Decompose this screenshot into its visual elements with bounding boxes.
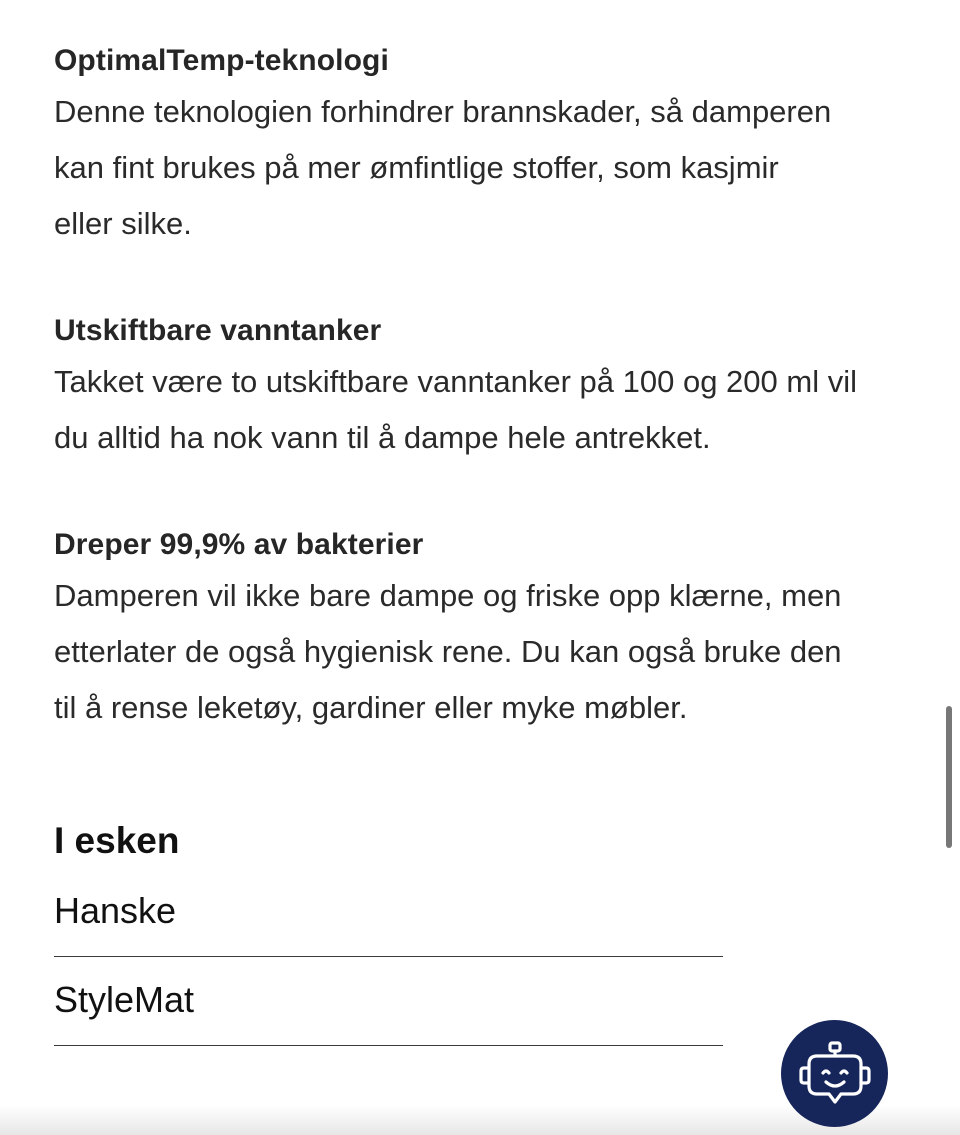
feature-bacteria <box>54 522 924 736</box>
product-description <box>54 38 924 736</box>
feature-title: Dreper 99,9% av bakterier <box>54 528 424 561</box>
feature-description-line: Takket være to utskiftbare vanntanker på 100 og 200 ml vil <box>54 364 857 399</box>
feature-description-line: til å rense leketøy, gardiner eller myke møbler. <box>54 690 688 725</box>
feature-title: Utskiftbare vanntanker <box>54 314 382 347</box>
feature-optimaltemp <box>54 38 924 252</box>
feature-description <box>54 354 924 466</box>
in-box-item: StyleMat <box>54 957 723 1046</box>
chatbot-button[interactable] <box>781 1020 888 1127</box>
chatbot-robot-icon <box>795 1034 875 1114</box>
feature-description-line: Denne teknologien forhindrer brannskader, så damperen <box>54 94 832 129</box>
in-box-section <box>54 814 723 1046</box>
in-box-heading: I esken <box>54 820 180 861</box>
feature-description-line: etterlater de også hygienisk rene. Du kan også bruke den <box>54 634 842 669</box>
feature-water-tanks <box>54 308 924 466</box>
feature-description-line: du alltid ha nok vann til å dampe hele antrekket. <box>54 420 711 455</box>
feature-description-line: eller silke. <box>54 206 192 241</box>
in-box-item: Hanske <box>54 868 723 957</box>
feature-description <box>54 568 924 736</box>
feature-description-line: kan fint brukes på mer ømfintlige stoffer, som kasjmir <box>54 150 779 185</box>
feature-description-line: Damperen vil ikke bare dampe og friske opp klærne, men <box>54 578 842 613</box>
feature-description <box>54 84 924 252</box>
scrollbar-thumb[interactable] <box>946 706 952 848</box>
feature-title: OptimalTemp-teknologi <box>54 44 389 77</box>
